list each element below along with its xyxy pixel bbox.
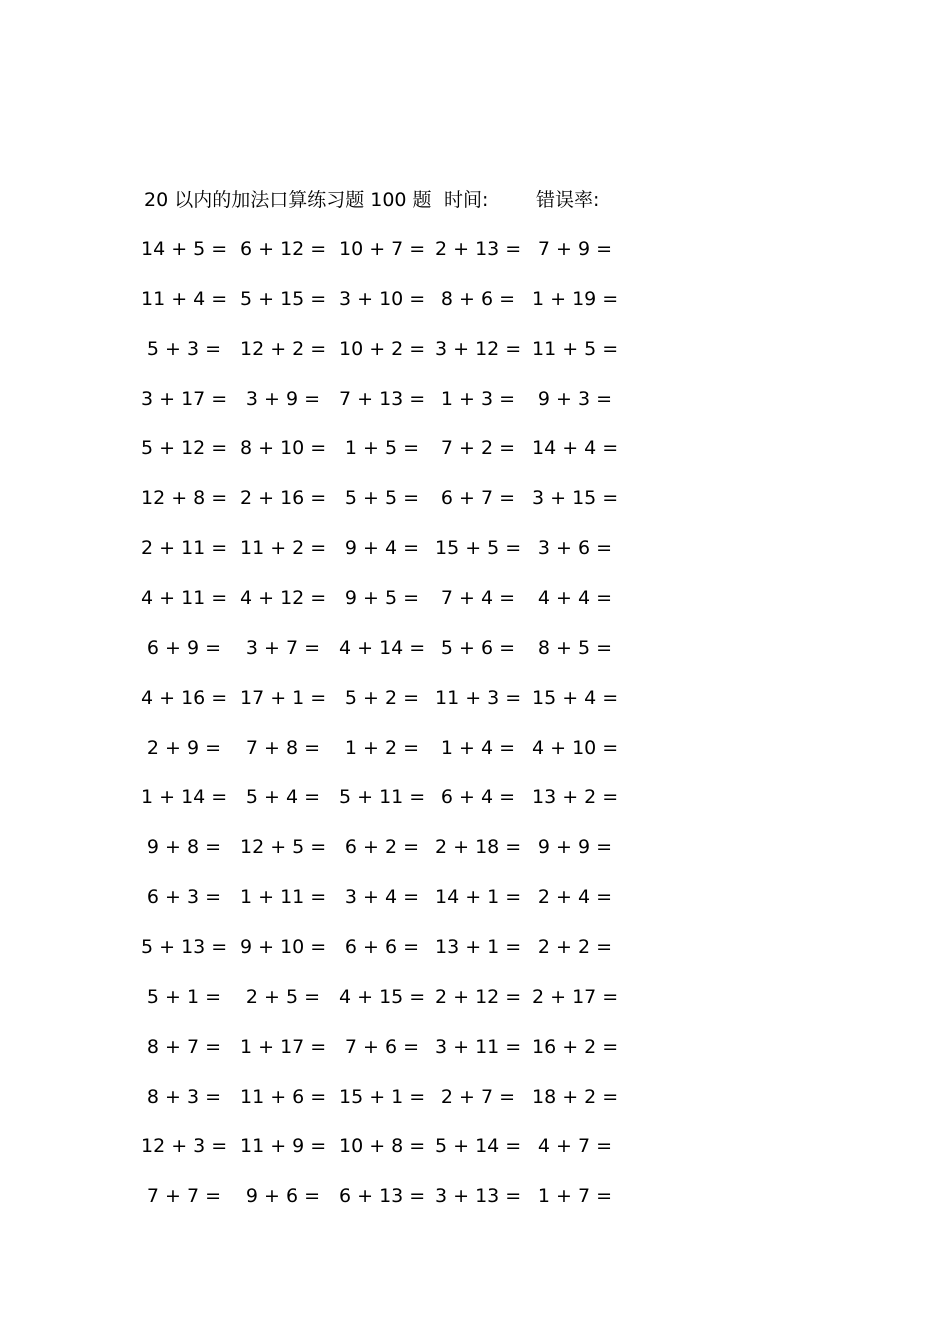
addition-problem: 2 + 18 = [435, 836, 522, 859]
addition-problem: 2 + 12 = [435, 985, 522, 1008]
problem-row [0, 933, 950, 961]
addition-problem: 12 + 8 = [141, 487, 228, 510]
problem-row [0, 833, 950, 861]
addition-problem: 10 + 7 = [339, 238, 426, 260]
problem-row [0, 783, 950, 811]
addition-problem: 4 + 11 = [141, 587, 228, 609]
addition-problem: 14 + 5 = [141, 238, 228, 260]
addition-problem: 9 + 5 = [344, 587, 420, 609]
addition-problem: 5 + 13 = [141, 935, 228, 958]
addition-problem: 4 + 15 = [339, 985, 426, 1008]
addition-problem: 12 + 5 = [240, 836, 327, 859]
addition-problem: 2 + 5 = [245, 985, 321, 1008]
problem-row [0, 534, 950, 562]
problem-row [0, 484, 950, 512]
addition-problem: 7 + 2 = [440, 437, 516, 460]
addition-problem: 9 + 6 = [245, 1185, 321, 1208]
addition-problem: 3 + 6 = [537, 537, 613, 560]
addition-problem: 1 + 14 = [141, 786, 228, 809]
problem-row [0, 983, 950, 1011]
addition-problem: 15 + 4 = [532, 686, 619, 709]
addition-problem: 2 + 9 = [146, 736, 222, 759]
problem-row [0, 883, 950, 911]
addition-problem: 9 + 8 = [146, 836, 222, 859]
addition-problem: 9 + 3 = [537, 387, 613, 410]
addition-problem: 8 + 5 = [537, 636, 613, 659]
addition-problem: 4 + 14 = [339, 636, 426, 659]
addition-problem: 6 + 12 = [240, 238, 327, 260]
addition-problem: 5 + 3 = [146, 337, 222, 360]
addition-problem: 5 + 12 = [141, 437, 228, 460]
addition-problem: 15 + 5 = [435, 537, 522, 560]
addition-problem: 3 + 11 = [435, 1035, 522, 1058]
addition-problem: 5 + 11 = [339, 786, 426, 809]
addition-problem: 1 + 3 = [440, 387, 516, 410]
addition-problem: 11 + 5 = [532, 337, 619, 360]
problem-row [0, 734, 950, 762]
addition-problem: 3 + 7 = [245, 636, 321, 659]
addition-problem: 1 + 4 = [440, 736, 516, 759]
addition-problem: 10 + 2 = [339, 337, 426, 360]
addition-problem: 18 + 2 = [532, 1085, 619, 1108]
problem-row [0, 1132, 950, 1160]
addition-problem: 1 + 5 = [344, 437, 420, 460]
addition-problem: 13 + 2 = [532, 786, 619, 809]
addition-problem: 6 + 7 = [440, 487, 516, 510]
addition-problem: 3 + 13 = [435, 1185, 522, 1208]
addition-problem: 7 + 13 = [339, 387, 426, 410]
problem-row [0, 385, 950, 413]
addition-problem: 4 + 12 = [240, 587, 327, 609]
addition-problem: 1 + 19 = [532, 287, 619, 310]
addition-problem: 11 + 2 = [240, 537, 327, 560]
addition-problem: 6 + 4 = [440, 786, 516, 809]
addition-problem: 11 + 6 = [240, 1085, 327, 1108]
worksheet-title: 20 以内的加法口算练习题 100 题 [144, 189, 432, 211]
error-rate-label: 错误率: [536, 189, 600, 211]
problem-row [0, 335, 950, 363]
addition-problem: 11 + 4 = [141, 287, 228, 310]
addition-problem: 9 + 4 = [344, 537, 420, 560]
addition-problem: 14 + 1 = [435, 886, 522, 909]
addition-problem: 1 + 7 = [537, 1185, 613, 1208]
addition-problem: 5 + 6 = [440, 636, 516, 659]
addition-problem: 8 + 3 = [146, 1085, 222, 1108]
problem-row [0, 684, 950, 712]
time-label: 时间: [444, 189, 489, 211]
addition-problem: 15 + 1 = [339, 1085, 426, 1108]
addition-problem: 5 + 14 = [435, 1135, 522, 1158]
addition-problem: 1 + 11 = [240, 886, 327, 909]
addition-problem: 5 + 2 = [344, 686, 420, 709]
addition-problem: 7 + 6 = [344, 1035, 420, 1058]
addition-problem: 6 + 6 = [344, 935, 420, 958]
addition-problem: 6 + 13 = [339, 1185, 426, 1208]
problem-row [0, 634, 950, 662]
addition-problem: 14 + 4 = [532, 437, 619, 460]
addition-problem: 12 + 3 = [141, 1135, 228, 1158]
addition-problem: 3 + 4 = [344, 886, 420, 909]
addition-problem: 3 + 10 = [339, 287, 426, 310]
problem-row [0, 285, 950, 313]
addition-problem: 7 + 4 = [440, 587, 516, 609]
addition-problem: 13 + 1 = [435, 935, 522, 958]
addition-problem: 1 + 2 = [344, 736, 420, 759]
addition-problem: 2 + 2 = [537, 935, 613, 958]
addition-problem: 7 + 9 = [537, 238, 613, 260]
addition-problem: 5 + 15 = [240, 287, 327, 310]
addition-problem: 3 + 12 = [435, 337, 522, 360]
addition-problem: 2 + 16 = [240, 487, 327, 510]
problem-row [0, 434, 950, 462]
addition-problem: 11 + 3 = [435, 686, 522, 709]
problem-row [0, 1182, 950, 1210]
addition-problem: 10 + 8 = [339, 1135, 426, 1158]
addition-problem: 5 + 4 = [245, 786, 321, 809]
problem-row [0, 235, 950, 263]
problem-row [0, 584, 950, 612]
addition-problem: 2 + 13 = [435, 238, 522, 260]
addition-problem: 2 + 7 = [440, 1085, 516, 1108]
addition-problem: 3 + 15 = [532, 487, 619, 510]
addition-problem: 11 + 9 = [240, 1135, 327, 1158]
addition-problem: 2 + 11 = [141, 537, 228, 560]
addition-problem: 4 + 7 = [537, 1135, 613, 1158]
addition-problem: 9 + 10 = [240, 935, 327, 958]
addition-problem: 4 + 10 = [532, 736, 619, 759]
addition-problem: 12 + 2 = [240, 337, 327, 360]
addition-problem: 6 + 2 = [344, 836, 420, 859]
addition-problem: 6 + 9 = [146, 636, 222, 659]
addition-problem: 4 + 4 = [537, 587, 613, 609]
problem-row [0, 1033, 950, 1061]
addition-problem: 2 + 17 = [532, 985, 619, 1008]
addition-problem: 2 + 4 = [537, 886, 613, 909]
addition-problem: 3 + 17 = [141, 387, 228, 410]
addition-problem: 9 + 9 = [537, 836, 613, 859]
problem-row [0, 1083, 950, 1111]
addition-problem: 1 + 17 = [240, 1035, 327, 1058]
addition-problem: 6 + 3 = [146, 886, 222, 909]
addition-problem: 7 + 7 = [146, 1185, 222, 1208]
addition-problem: 3 + 9 = [245, 387, 321, 410]
addition-problem: 8 + 7 = [146, 1035, 222, 1058]
addition-problem: 5 + 5 = [344, 487, 420, 510]
addition-problem: 5 + 1 = [146, 985, 222, 1008]
addition-problem: 7 + 8 = [245, 736, 321, 759]
addition-problem: 8 + 10 = [240, 437, 327, 460]
addition-problem: 17 + 1 = [240, 686, 327, 709]
addition-problem: 8 + 6 = [440, 287, 516, 310]
addition-problem: 4 + 16 = [141, 686, 228, 709]
addition-problem: 16 + 2 = [532, 1035, 619, 1058]
